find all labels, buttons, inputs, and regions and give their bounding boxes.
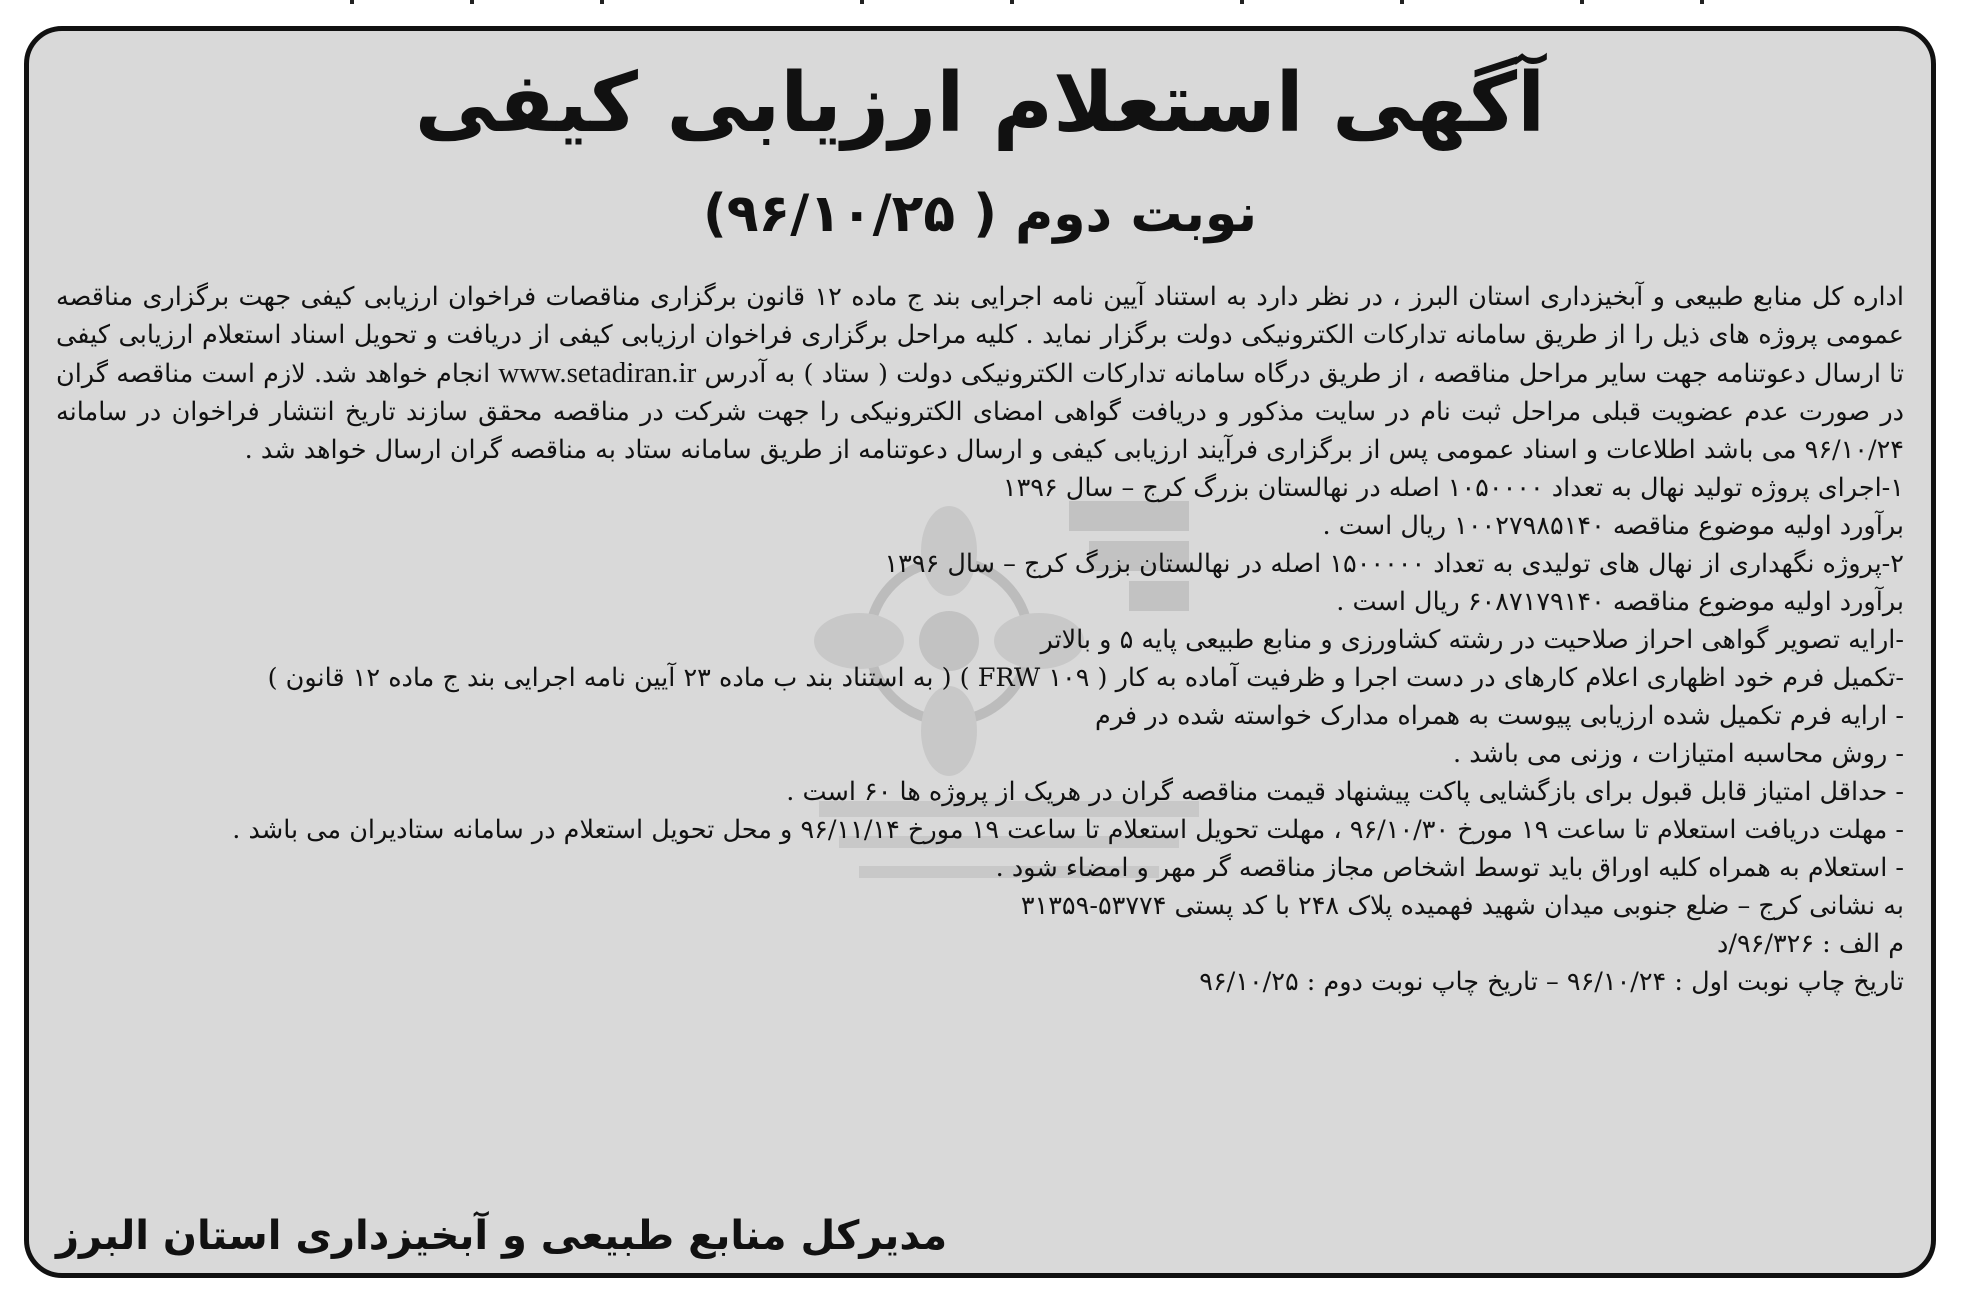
notice-title: آگهی استعلام ارزیابی کیفی — [414, 56, 1546, 151]
notice-content — [56, 44, 1904, 1264]
requirement-1: -ارایه تصویر گواهی احراز صلاحیت در رشته کشاورزی و منابع طبیعی پایه ۵ و بالاتر — [1040, 625, 1904, 655]
project-item-2-estimate: برآورد اولیه موضوع مناقصه ۶۰۸۷۱۷۹۱۴۰ ریال است . — [1336, 587, 1904, 617]
print-dates: تاریخ چاپ نوبت اول : ۹۶/۱۰/۲۴ – تاریخ چاپ نوبت دوم : ۹۶/۱۰/۲۵ — [1199, 967, 1904, 997]
setadiran-link[interactable]: www.setadiran.ir — [498, 357, 697, 389]
notice-subtitle: نوبت دوم ( ۹۶/۱۰/۲۵) — [702, 184, 1258, 244]
requirement-6: - مهلت دریافت استعلام تا ساعت ۱۹ مورخ ۹۶/۱۰/۳۰ ، مهلت تحویل استعلام تا ساعت ۱۹ مورخ ۹۶/۱۱/۱۴ و محل تحویل استعلام در سامانه ستادیران می باشد . — [232, 815, 1904, 845]
intro-text-2: انجام خواهد شد. لازم است مناقصه گران در صورت عدم عضویت قبلی مراحل ثبت نام در سایت مذکور و دریافت گواهی امضای الکترونیکی را جهت شرکت در مناقصه محقق سازند تاریخ انتشار فراخوان در سامانه ۹۶/۱۰/۲۴ می باشد اطلاعات و اسناد عمومی پس از برگزاری فرآیند ارزیابی کیفی و ارسال دعوتنامه از طریق سامانه ستاد به مناقصه گران ارسال خواهد شد . — [56, 359, 1904, 465]
requirement-5: - حداقل امتیاز قابل قبول برای بازگشایی پاکت پیشنهاد قیمت مناقصه گران در هریک از پروژه ها ۶۰ است . — [786, 777, 1904, 807]
address: به نشانی کرج – ضلع جنوبی میدان شهید فهمیده پلاک ۲۴۸ با کد پستی ۵۳۷۷۴-۳۱۳۵۹ — [1020, 891, 1904, 921]
notice-body — [56, 278, 1904, 1001]
intro-text-1: اداره کل منابع طبیعی و آبخیزداری استان البرز ، در نظر دارد به استناد آیین نامه اجرایی بند ج ماده ۱۲ قانون برگزاری مناقصات فراخوان ارزیابی کیفی جهت برگزاری مناقصه عمومی پروژه های ذیل را از طریق سامانه تدارکات الکترونیکی دولت برگزار نماید . کلیه مراحل برگزاری فراخوان ارزیابی کیفی از دریافت و تحویل اسناد استعلام ارزیابی کیفی تا ارسال دعوتنامه جهت سایر مراحل مناقصه ، از طریق درگاه سامانه تدارکات الکترونیکی دولت ( ستاد ) به آدرس — [56, 282, 1905, 389]
project-item-1-estimate: برآورد اولیه موضوع مناقصه ۱۰۰۲۷۹۸۵۱۴۰ ریال است . — [1322, 511, 1904, 541]
requirement-3: - ارایه فرم تکمیل شده ارزیابی پیوست به همراه مدارک خواسته شده در فرم — [1095, 701, 1904, 731]
requirement-2: -تکمیل فرم خود اظهاری اعلام کارهای در دست اجرا و ظرفیت آماده به کار ( FRW ۱۰۹ ) ( به استناد بند ب ماده ۲۳ آیین نامه اجرایی بند ج ماده ۱۲ قانون ) — [267, 663, 1904, 693]
top-crop-strip — [0, 0, 1968, 10]
reference-number: م الف : ۹۶/۳۲۶/د — [1717, 929, 1904, 959]
requirement-7: - استعلام به همراه کلیه اوراق باید توسط اشخاص مجاز مناقصه گر مهر و امضاء شود . — [995, 853, 1904, 883]
project-item-1: ۱-اجرای پروژه تولید نهال به تعداد ۱۰۵۰۰۰۰ اصله در نهالستان بزرگ کرج – سال ۱۳۹۶ — [1002, 473, 1904, 503]
requirement-4: - روش محاسبه امتیازات ، وزنی می باشد . — [1453, 739, 1904, 769]
project-item-2: ۲-پروژه نگهداری از نهال های تولیدی به تعداد ۱۵۰۰۰۰۰ اصله در نهالستان بزرگ کرج – سال ۱۳۹۶ — [884, 549, 1904, 579]
intro-paragraph — [56, 278, 1904, 469]
signature: مدیرکل منابع طبیعی و آبخیزداری استان البرز — [56, 1213, 948, 1259]
